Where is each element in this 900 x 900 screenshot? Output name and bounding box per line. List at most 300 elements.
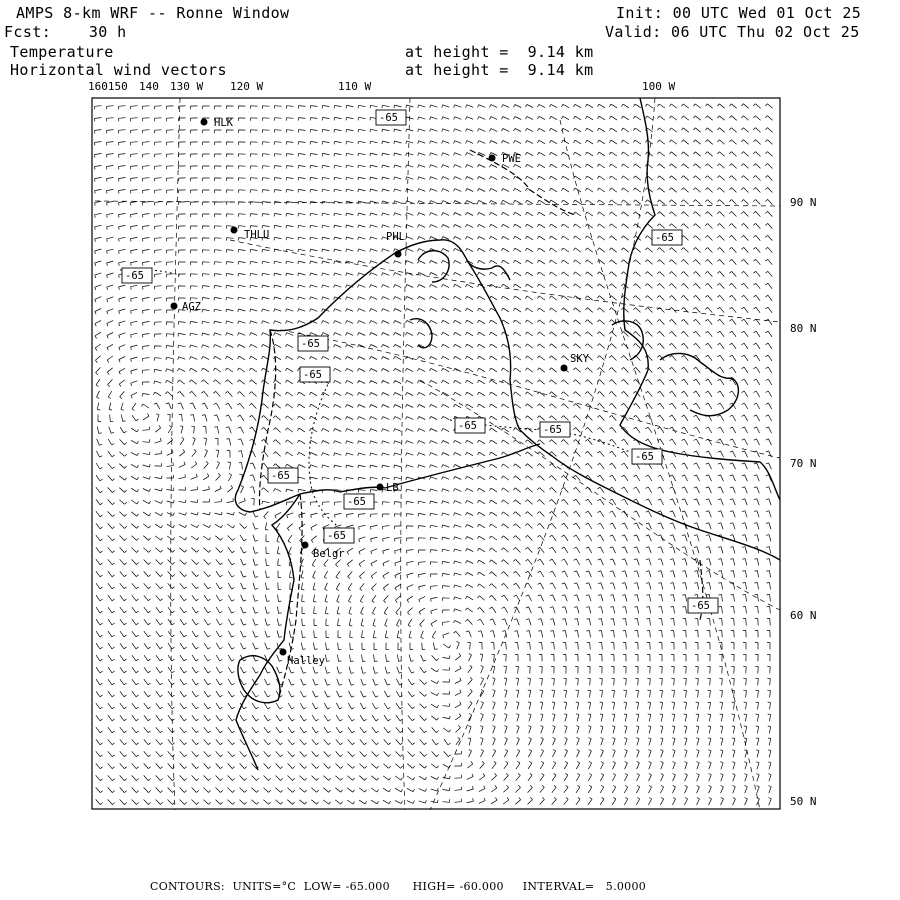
wind-vector [238, 166, 245, 169]
wind-vector [454, 549, 462, 552]
wind-vector [537, 488, 544, 493]
wind-vector [310, 261, 318, 264]
wind-vector [372, 584, 377, 591]
wind-vector [742, 331, 749, 337]
wind-vector [253, 523, 258, 530]
wind-vector [478, 512, 486, 516]
wind-vector [190, 286, 197, 289]
wind-vector [658, 559, 663, 566]
wind-vector [119, 237, 126, 241]
wind-vector [120, 679, 127, 685]
wind-vector [418, 213, 426, 216]
height-wind: at height = 9.14 km [405, 61, 594, 79]
wind-vector [742, 439, 748, 445]
wind-vector [226, 439, 230, 446]
wind-vector [430, 177, 438, 180]
wind-vector [432, 631, 436, 639]
wind-vector [444, 739, 451, 745]
wind-vector [95, 309, 101, 315]
wind-vector [419, 562, 426, 566]
wind-vector [671, 678, 674, 685]
wind-vector [382, 465, 390, 468]
wind-vector [550, 116, 558, 119]
wind-vector [671, 655, 674, 662]
wind-vector [766, 415, 772, 421]
wind-vector [370, 237, 378, 240]
wind-vector [573, 344, 580, 349]
wind-vector [552, 702, 555, 710]
wind-vector [457, 642, 460, 650]
wind-vector [286, 344, 294, 347]
wind-vector [228, 474, 231, 482]
wind-vector [657, 260, 664, 265]
wind-vector [107, 237, 114, 242]
wind-vector [706, 511, 711, 518]
wind-vector [334, 129, 342, 132]
contour-label-text: -65 [347, 496, 366, 508]
wind-vector [765, 235, 772, 240]
wind-vector [180, 788, 187, 793]
station-phl [386, 231, 405, 258]
wind-vector [178, 357, 186, 360]
wind-vector [525, 488, 532, 493]
wind-vector [144, 679, 151, 685]
wind-vector [574, 595, 579, 602]
wind-vector [431, 716, 438, 720]
wind-vector [144, 607, 151, 613]
wind-vector [442, 153, 450, 156]
wind-vector [514, 224, 522, 228]
wind-vector [143, 238, 150, 242]
wind-vector [673, 786, 676, 794]
wind-vector [621, 248, 628, 252]
wind-vector [190, 345, 198, 348]
wind-vector [765, 211, 772, 216]
wind-vector [250, 427, 257, 433]
wind-vector [477, 560, 485, 564]
wind-vector [346, 368, 354, 371]
wind-vector [513, 368, 520, 372]
wind-vector [610, 535, 616, 541]
wind-vector [349, 667, 354, 674]
wind-vector [561, 332, 568, 336]
wind-vector [155, 438, 162, 443]
wind-vector [225, 368, 233, 372]
wind-vector [661, 774, 664, 782]
wind-vector [621, 403, 628, 408]
wind-vector [705, 236, 712, 241]
wind-vector [754, 439, 760, 445]
wind-vector [324, 751, 331, 756]
wind-vector [190, 415, 194, 422]
wind-vector [609, 284, 616, 289]
field-wind-vectors: Horizontal wind vectors [10, 61, 227, 79]
wind-vector [527, 643, 531, 650]
wind-vector [527, 655, 530, 662]
wind-vector [310, 118, 317, 121]
wind-vector [204, 679, 210, 685]
contour-info: CONTOURS: UNITS=°C LOW= -65.000 HIGH= -60.000 INTERVAL= 5.0000 [150, 880, 647, 893]
wind-vector [577, 738, 580, 746]
wind-vector [514, 248, 522, 252]
wind-vector [204, 655, 210, 661]
wind-vector [384, 752, 391, 757]
wind-vector [540, 797, 545, 804]
wind-vector [334, 321, 342, 324]
wind-vector [406, 177, 414, 180]
wind-vector [766, 283, 773, 289]
wind-vector [372, 739, 379, 744]
wind-vector [693, 116, 700, 120]
wind-vector [420, 619, 425, 626]
wind-vector [419, 550, 426, 553]
wind-vector [550, 619, 555, 626]
wind-vector [201, 368, 209, 372]
wind-vector [226, 321, 234, 324]
wind-vector [383, 764, 390, 769]
wind-vector [454, 129, 462, 132]
wind-vector [418, 297, 426, 300]
wind-vector [167, 214, 174, 217]
wind-vector [456, 725, 461, 732]
wind-vector [383, 584, 388, 591]
wind-vector [693, 128, 700, 132]
wind-vector [108, 739, 115, 744]
wind-vector [264, 763, 271, 768]
wind-vector [298, 285, 306, 288]
wind-vector [310, 416, 318, 420]
wind-vector [95, 273, 102, 278]
wind-vector [478, 272, 486, 275]
wind-vector [370, 165, 378, 168]
wind-vector [214, 262, 221, 265]
wind-vector [382, 153, 390, 156]
wind-vector [131, 369, 138, 374]
wind-vector [336, 751, 343, 756]
wind-vector [96, 787, 103, 792]
wind-vector [683, 678, 686, 685]
wind-vector [276, 776, 283, 781]
wind-vector [525, 284, 533, 288]
wind-vector [359, 525, 366, 530]
wind-vector [636, 786, 639, 794]
wind-vector [216, 631, 222, 637]
wind-vector [228, 631, 234, 637]
wind-vector [262, 190, 269, 193]
wind-vector [513, 488, 520, 492]
wind-vector [274, 154, 281, 157]
wind-vector [250, 118, 257, 121]
wind-vector [191, 238, 198, 241]
wind-vector [528, 785, 533, 792]
wind-vector [290, 571, 293, 578]
wind-vector [180, 703, 187, 709]
wind-vector [95, 297, 101, 303]
wind-vector [648, 750, 651, 758]
wind-vector [336, 764, 343, 769]
wind-vector [95, 237, 102, 242]
wind-vector [322, 142, 329, 145]
wind-vector [705, 116, 712, 120]
wind-vector [585, 380, 592, 385]
wind-vector [264, 776, 271, 781]
wind-vector [612, 738, 615, 746]
wind-vector [336, 583, 339, 591]
wind-vector [179, 226, 186, 229]
wind-vector [311, 788, 318, 793]
wind-vector [252, 788, 259, 793]
wind-vector [611, 631, 615, 638]
wind-vector [561, 176, 569, 180]
wind-vector [274, 106, 281, 109]
wind-vector [564, 690, 567, 697]
wind-vector [647, 619, 651, 626]
wind-vector [179, 250, 186, 253]
wind-vector [633, 116, 641, 120]
wind-vector [179, 415, 183, 422]
wind-vector [586, 104, 594, 108]
wind-vector [597, 272, 604, 276]
wind-vector [156, 775, 163, 780]
wind-vector [706, 379, 713, 385]
wind-vector [526, 116, 534, 119]
wind-vector [562, 583, 568, 589]
wind-vector [262, 344, 270, 347]
wind-vector [466, 129, 474, 132]
wind-vector [262, 214, 269, 217]
wind-vector [214, 214, 221, 217]
wind-vector [177, 380, 184, 384]
wind-vector [635, 678, 638, 685]
wind-vector [562, 547, 568, 553]
wind-vector [215, 154, 222, 157]
wind-vector [586, 595, 591, 602]
wind-vector [766, 307, 773, 313]
station-halley [280, 649, 325, 668]
wind-vector [310, 333, 318, 336]
wind-vector [549, 356, 556, 360]
wind-vector [537, 368, 544, 372]
wind-vector [561, 344, 568, 348]
wind-vector [525, 524, 532, 529]
wind-vector [765, 176, 772, 181]
wind-vector [322, 477, 330, 480]
station-pwe [489, 153, 521, 165]
wind-vector [635, 643, 638, 650]
wind-vector [514, 212, 522, 215]
wind-vector [623, 643, 626, 650]
wind-vector [237, 392, 244, 397]
wind-vector [287, 800, 294, 805]
wind-vector [671, 619, 675, 626]
wind-vector [180, 679, 187, 685]
wind-vector [336, 571, 340, 578]
wind-vector [312, 751, 319, 756]
wind-vector [96, 547, 103, 553]
wind-vector [682, 355, 689, 360]
wind-vector [373, 619, 376, 627]
wind-vector [729, 247, 736, 252]
wind-vector [549, 308, 556, 312]
wind-vector [525, 416, 532, 420]
wind-vector [694, 463, 700, 469]
station-sky [561, 353, 590, 372]
wind-vector [754, 427, 760, 433]
wind-vector [214, 403, 220, 409]
wind-vector [730, 367, 736, 373]
wind-vector [167, 190, 174, 193]
wind-vector [621, 356, 628, 361]
wind-vector [156, 655, 163, 661]
wind-vector [262, 249, 269, 252]
wind-vector [513, 512, 520, 517]
wind-vector [167, 238, 174, 241]
wind-vector [107, 142, 114, 146]
wind-vector [418, 141, 426, 144]
wind-vector [658, 583, 663, 590]
wind-vector [681, 128, 688, 132]
wind-vector [96, 511, 103, 517]
wind-vector [657, 248, 664, 253]
wind-vector [228, 667, 234, 673]
wind-vector [695, 678, 698, 685]
wind-vector [767, 607, 771, 614]
wind-vector [489, 320, 497, 324]
wind-vector [285, 380, 293, 384]
wind-vector [574, 128, 582, 132]
wind-vector [323, 788, 330, 793]
wind-vector [468, 689, 473, 696]
wind-vector [552, 773, 556, 781]
wind-vector [419, 573, 426, 577]
wind-vector [180, 607, 187, 613]
wind-vector [382, 405, 390, 408]
wind-vector [766, 331, 773, 337]
wind-vector [742, 499, 747, 506]
wind-vector [574, 116, 582, 120]
wind-vector [621, 140, 629, 144]
wind-vector [202, 226, 209, 229]
wind-vector [624, 726, 627, 734]
wind-vector [216, 643, 222, 649]
wind-vector [633, 284, 640, 289]
wind-vector [609, 164, 617, 168]
wind-vector [167, 166, 174, 169]
wind-vector [226, 178, 233, 181]
wind-vector [274, 297, 282, 300]
wind-vector [658, 547, 663, 554]
wind-vector [466, 631, 471, 637]
wind-vector [753, 164, 760, 169]
wind-vector [371, 537, 378, 542]
wind-vector [743, 690, 746, 697]
wind-vector [489, 548, 496, 552]
wind-vector [477, 332, 485, 336]
wind-vector [262, 142, 269, 145]
wind-vector [636, 714, 639, 722]
wind-vector [503, 798, 509, 805]
wind-vector [585, 140, 593, 144]
wind-vector [120, 667, 127, 673]
wind-vector [597, 260, 604, 264]
wind-vector [297, 404, 305, 408]
wind-vector [754, 511, 759, 518]
wind-vector [513, 392, 520, 396]
wind-vector [143, 346, 150, 350]
wind-vector [742, 367, 748, 373]
wind-vector [95, 118, 102, 122]
wind-vector [550, 583, 556, 589]
wind-vector [538, 535, 545, 540]
wind-vector [549, 380, 556, 384]
wind-vector [466, 404, 474, 408]
wind-vector [537, 464, 544, 469]
wind-vector [455, 654, 461, 661]
wind-vector [382, 177, 390, 180]
wind-vector [142, 394, 149, 397]
wind-vector [647, 666, 650, 673]
wind-vector [743, 678, 746, 685]
wind-vector [549, 344, 556, 348]
wind-vector [623, 666, 626, 673]
wind-vector [180, 583, 187, 588]
wind-vector [132, 415, 139, 421]
wind-vector [709, 798, 712, 806]
wind-vector [178, 368, 186, 371]
wind-vector [743, 607, 747, 614]
wind-vector [382, 502, 389, 505]
wind-vector [742, 319, 749, 325]
wind-vector [301, 571, 304, 579]
wind-vector [454, 177, 462, 180]
wind-vector [155, 322, 162, 325]
wind-vector [633, 272, 640, 277]
wind-vector [753, 223, 760, 228]
wind-vector [370, 213, 378, 216]
wind-vector [310, 106, 317, 109]
wind-vector [420, 680, 427, 685]
wind-vector [646, 487, 652, 493]
wind-vector [300, 739, 307, 744]
wind-vector [647, 631, 651, 638]
wind-vector [720, 726, 723, 734]
wind-vector [226, 333, 234, 336]
station-label: HLK [214, 117, 233, 129]
wind-vector [226, 214, 233, 217]
wind-vector [322, 441, 330, 444]
wind-vector [645, 272, 652, 277]
wind-vector [684, 702, 687, 710]
wind-vector [586, 583, 591, 590]
wind-vector [167, 118, 174, 121]
wind-vector [167, 226, 174, 229]
wind-vector [323, 513, 330, 518]
wind-vector [669, 319, 676, 324]
wind-vector [238, 154, 245, 157]
wind-vector [538, 116, 546, 119]
wind-vector [96, 499, 103, 505]
wind-vector [253, 643, 259, 649]
wind-vector [430, 296, 438, 299]
wind-vector [338, 631, 341, 638]
wind-vector [597, 344, 604, 349]
wind-vector [155, 536, 162, 540]
wind-vector [250, 463, 256, 469]
wind-vector [443, 667, 450, 670]
wind-vector [202, 356, 210, 359]
wind-vector [431, 609, 438, 614]
wind-vector [478, 464, 486, 468]
